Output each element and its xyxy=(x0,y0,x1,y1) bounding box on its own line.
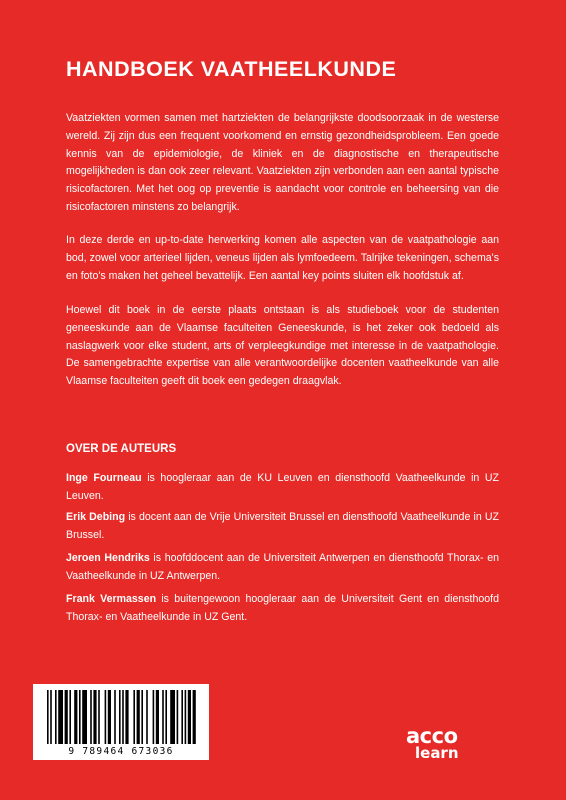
barcode-bar xyxy=(55,690,57,744)
barcode-bar xyxy=(108,690,111,744)
barcode-bar xyxy=(146,690,148,744)
barcode-bar xyxy=(105,690,107,744)
barcode-bar xyxy=(125,690,128,744)
authors-heading: OVER DE AUTEURS xyxy=(66,443,177,455)
author-name: Erik Debing xyxy=(66,511,126,523)
barcode-bar xyxy=(98,690,100,744)
barcode-bar xyxy=(119,690,121,744)
barcode-bar xyxy=(165,690,167,744)
description-paragraph-1: Vaatziekten vormen samen met hartziekten de belangrijkste doodsoorzaak in de westerse wereld. Zij zijn dus een frequent voorkomend en ernstig gezondheidsprobleem. Een goede kennis van de epidemiologie, de kliniek en de diagnostische en therapeutische mogelijkheden is dan ook zeer relevant. Vaatziekten zijn verbonden aan een aantal typische risicofactoren. Met het oog op preventie is aandacht voor controle en beheersing van die risicofactoren minstens zo belangrijk. xyxy=(66,112,499,213)
author-name: Jeroen Hendriks xyxy=(66,552,150,564)
author-entry xyxy=(66,509,499,545)
barcode-bar xyxy=(114,690,116,744)
author-name: Inge Fourneau xyxy=(66,472,142,484)
isbn-barcode xyxy=(33,684,209,760)
barcode-bar xyxy=(50,690,52,744)
publisher-tagline: learn xyxy=(415,744,459,762)
book-title: HANDBOEK VAATHEELKUNDE xyxy=(66,57,397,81)
barcode-bar xyxy=(181,690,183,744)
barcode-bar xyxy=(137,690,140,744)
barcode-bar xyxy=(193,690,196,744)
barcode-bar xyxy=(185,690,187,744)
author-bio: is hoofddocent aan de Universiteit Antwerpen en diensthoofd Thorax- en Vaatheelkunde in UZ Antwerpen. xyxy=(66,552,499,582)
author-bio: is buitengewoon hoogleraar aan de Universiteit Gent en diensthoofd Thorax- en Vaatheelkunde in UZ Gent. xyxy=(66,593,499,623)
barcode-bar xyxy=(47,690,49,744)
barcode-bar xyxy=(188,690,191,744)
author-bio: is docent aan de Vrije Universiteit Brussel en diensthoofd Vaatheelkunde in UZ Brussel. xyxy=(66,511,499,541)
author-entry xyxy=(66,550,499,586)
barcode-bar xyxy=(141,690,143,744)
barcode-bars xyxy=(33,684,209,746)
publisher-name: acco xyxy=(406,724,458,748)
author-bio: is hoogleraar aan de KU Leuven en diensthoofd Vaatheelkunde in UZ Leuven. xyxy=(66,472,500,502)
barcode-bar xyxy=(58,690,63,744)
barcode-bar xyxy=(153,690,155,744)
author-entry xyxy=(66,591,499,627)
barcode-bar xyxy=(177,690,179,744)
barcode-bar xyxy=(162,690,164,744)
barcode-bar xyxy=(74,690,77,744)
barcode-bar xyxy=(133,690,135,744)
barcode-bar xyxy=(170,690,175,744)
barcode-bar xyxy=(69,690,71,744)
description-paragraph-2: In deze derde en up-to-date herwerking komen alle aspecten van de vaatpathologie aan bod, zowel voor arterieel lijden, veneus lijden als lymfoedeem. Talrijke tekeningen, schema's en foto's maken het geheel bevattelijk. Een aantal key points sluiten elk hoofdstuk af. xyxy=(66,234,499,282)
barcode-bar xyxy=(90,690,92,744)
barcode-bar xyxy=(79,690,81,744)
barcode-bar xyxy=(122,690,124,744)
barcode-bar xyxy=(156,690,159,744)
author-name: Frank Vermassen xyxy=(66,593,157,605)
barcode-number: 9 789464 673036 xyxy=(68,746,174,757)
barcode-bar xyxy=(93,690,96,744)
barcode-bar xyxy=(82,690,87,744)
description-paragraph-3: Hoewel dit boek in de eerste plaats ontstaan is als studieboek voor de studenten geneeskunde aan de Vlaamse faculteiten Geneeskunde, is het zeker ook bedoeld als naslagwerk voor elke student, arts of verpleegkundige met interesse in de vaatpathologie. De samengebrachte expertise van alle verantwoordelijke docenten vaatheelkunde van alle Vlaamse faculteiten geeft dit boek een gedegen draagvlak. xyxy=(66,304,499,388)
publisher-logo xyxy=(406,726,459,761)
author-entry xyxy=(66,470,499,506)
barcode-bar xyxy=(65,690,68,744)
